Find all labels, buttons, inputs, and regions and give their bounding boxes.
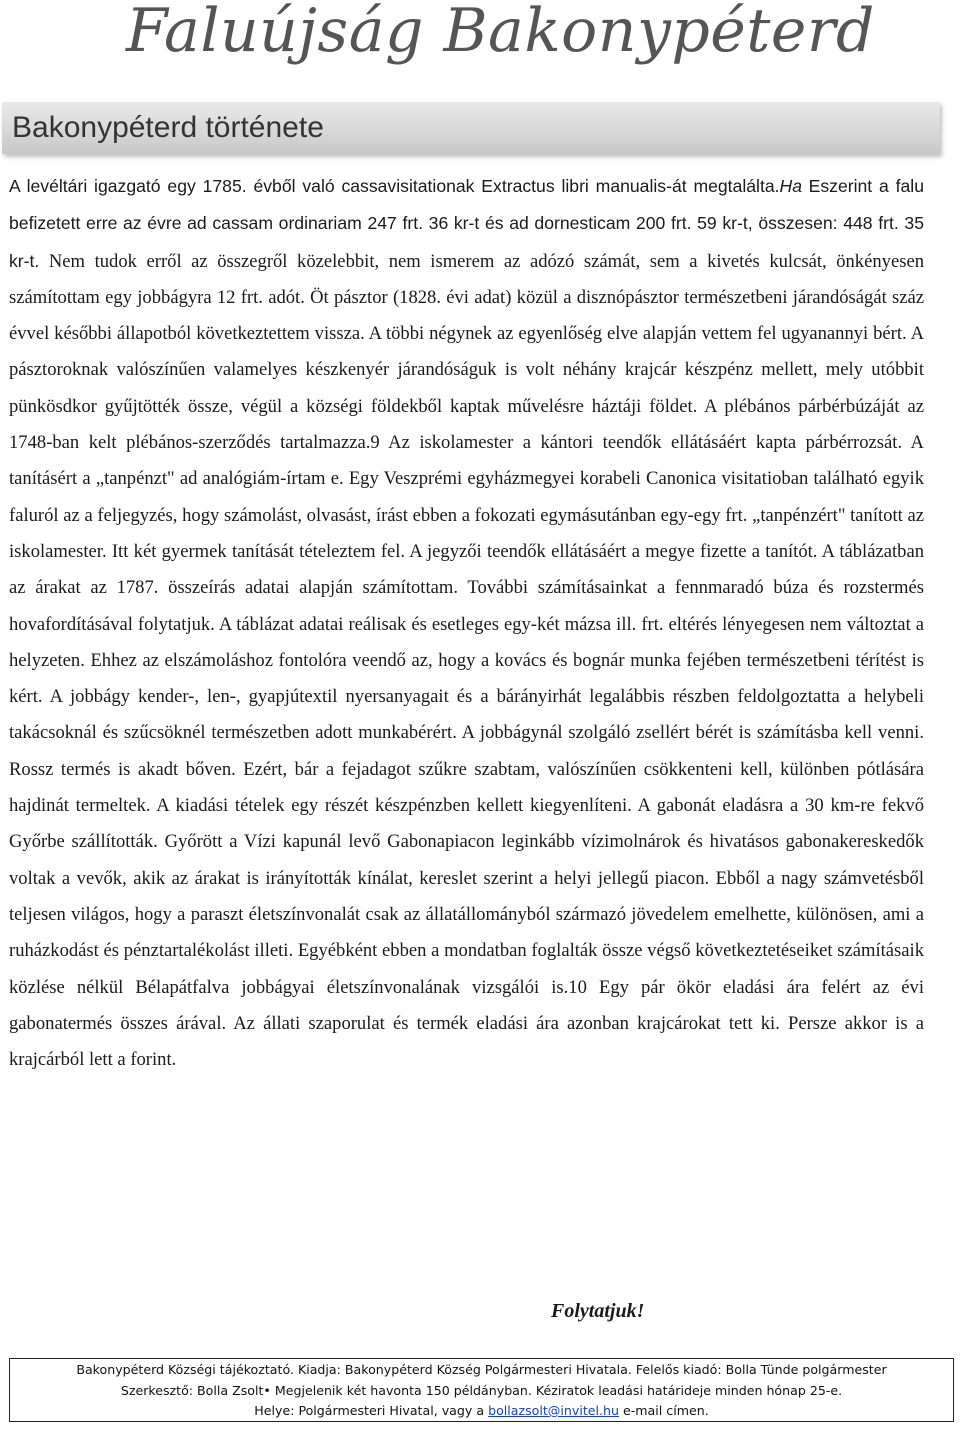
article-body: [9, 168, 924, 1078]
footer-contact-prefix: Helye: Polgármesteri Hivatal, vagy a: [254, 1403, 485, 1418]
footer-box: [9, 1358, 954, 1422]
continued-note: Folytatjuk!: [551, 1300, 645, 1322]
footer-line-publisher: Bakonypéterd Községi tájékoztató. Kiadja: Bakonypéterd Község Polgármesteri Hivatala. Felelős kiadó: Bolla Tünde polgármester: [76, 1362, 887, 1377]
article-intro-italic: Ha: [779, 176, 803, 196]
section-header-bar: [2, 102, 940, 154]
footer-line-contact: [10, 1401, 953, 1422]
footer-contact-suffix: e-mail címen.: [623, 1403, 709, 1418]
footer-email-link[interactable]: bollazsolt@invitel.hu: [488, 1403, 619, 1418]
article-sum: Eszerint a falu befizetett erre az évre ad cassam ordinariam 247 frt. 36 kr-t és ad dornesticam 200 frt. 59 kr-t, összesen: 448 frt. 35 kr-t.: [9, 176, 924, 271]
article-intro: A levéltári igazgató egy 1785. évből való cassavisitationak Extractus libri manualis-át megtalálta.: [9, 176, 780, 196]
masthead-title: Faluújság Bakonypéterd: [126, 0, 875, 66]
article-main: Nem tudok erről az összegről közelebbit, nem ismerem az adózó számát, sem a kivetés kulcsát, önkényesen számítottam egy jobbágyra 12 frt. adót. Öt pásztor (1828. évi adat) közül a disznópásztor természetbeni járandóságát száz évvel későbbi állapotból következtettem vissza. A többi négynek az egyenlőség elve alapján vettem fel ugyanannyi bért. A pásztoroknak valószínűen valamelyes készkenyér járandóságuk is volt néhány krajcár készpénz mellett, mely utóbbit pünkösdkor gyűjtötték össze, végül a községi földekből kaptak művelésre háztáji földet. A plébános párbérbúzáját az 1748-ban kelt plébános-szerződés tartalmazza.9 Az iskolamester a kántori teendők ellátásáért kapta párbérrozsát. A tanításért a „tanpénzt" ad analógiám-írtam e. Egy Veszprémi egyházmegyei korabeli Canonica visitatioban található egyik faluról az a feljegyzés, hogy számolást, olvasást, írást ebben a fokozati egymásutánban egy-egy frt. „tanpénzért" tanított az iskolamester. Itt két gyermek tanítását tételeztem fel. A jegyzői teendők ellátásáért a megye fizette a tanítót. A táblázatban az árakat az 1787. összeírás adatai alapján számítottam. További számításainkat a fennmaradó búza és rozstermés hovafordításával folytatjuk. A táblázat adatai reálisak és esetleges egy-két mázsa ill. frt. eltérés lényegesen nem változtat a helyzeten. Ehhez az elszámoláshoz fontolóra veendő az, hogy a kovács és bognár munka fejében természetbeni térítést is kért. A jobbágy kender-, len-, gyapjútextil nyersanyagait és a bárányirhát legalábbis részben feldolgoztatta a helybeli takácsoknál és szűcsöknél természetben adott munkabérért. A jobbágynál szolgáló zsellért bérét is számításba kell venni. Rossz termés is akadt bőven. Ezért, bár a fejadagot szűkre szabtam, valószínűen csökkenteni kell, különben pótlására hajdinát termeltek. A kiadási tételek egy részét készpénzben kellett kiegyenlíteni. A gabonát eladásra a 30 km-re fekvő Győrbe szállították. Győrött a Vízi kapunál levő Gabonapiacon leginkább vízimolnárok és hivatásos gabonakereskedők voltak a vevők, akik az árakat is irányították kínálat, kereslet szerint a helyi jellegű piacon. Ebből a nagy számvetésből teljesen világos, hogy a paraszt életszínvonalát csak az állatállományból származó jövedelem emelhette, különösen, ami a ruházkodást és pénztartalékolást illeti. Egyébként ebben a mondatban foglalták össze végső következtetéseiket számításaik közlése nélkül Bélapátfalva jobbágyai életszínvonalának vizsgálói is.10 Egy pár ökör eladási ára felért az évi gabonatermés összes árával. Az állati szaporulat és termék eladási ára azonban krajcárokat tett ki. Persze akkor is a krajcárból lett a forint.: [9, 250, 924, 1071]
section-title: Bakonypéterd története: [12, 111, 324, 144]
footer-line-editor: Szerkesztő: Bolla Zsolt• Megjelenik két havonta 150 példányban. Kéziratok leadási határideje minden hónap 25-e.: [120, 1382, 843, 1398]
